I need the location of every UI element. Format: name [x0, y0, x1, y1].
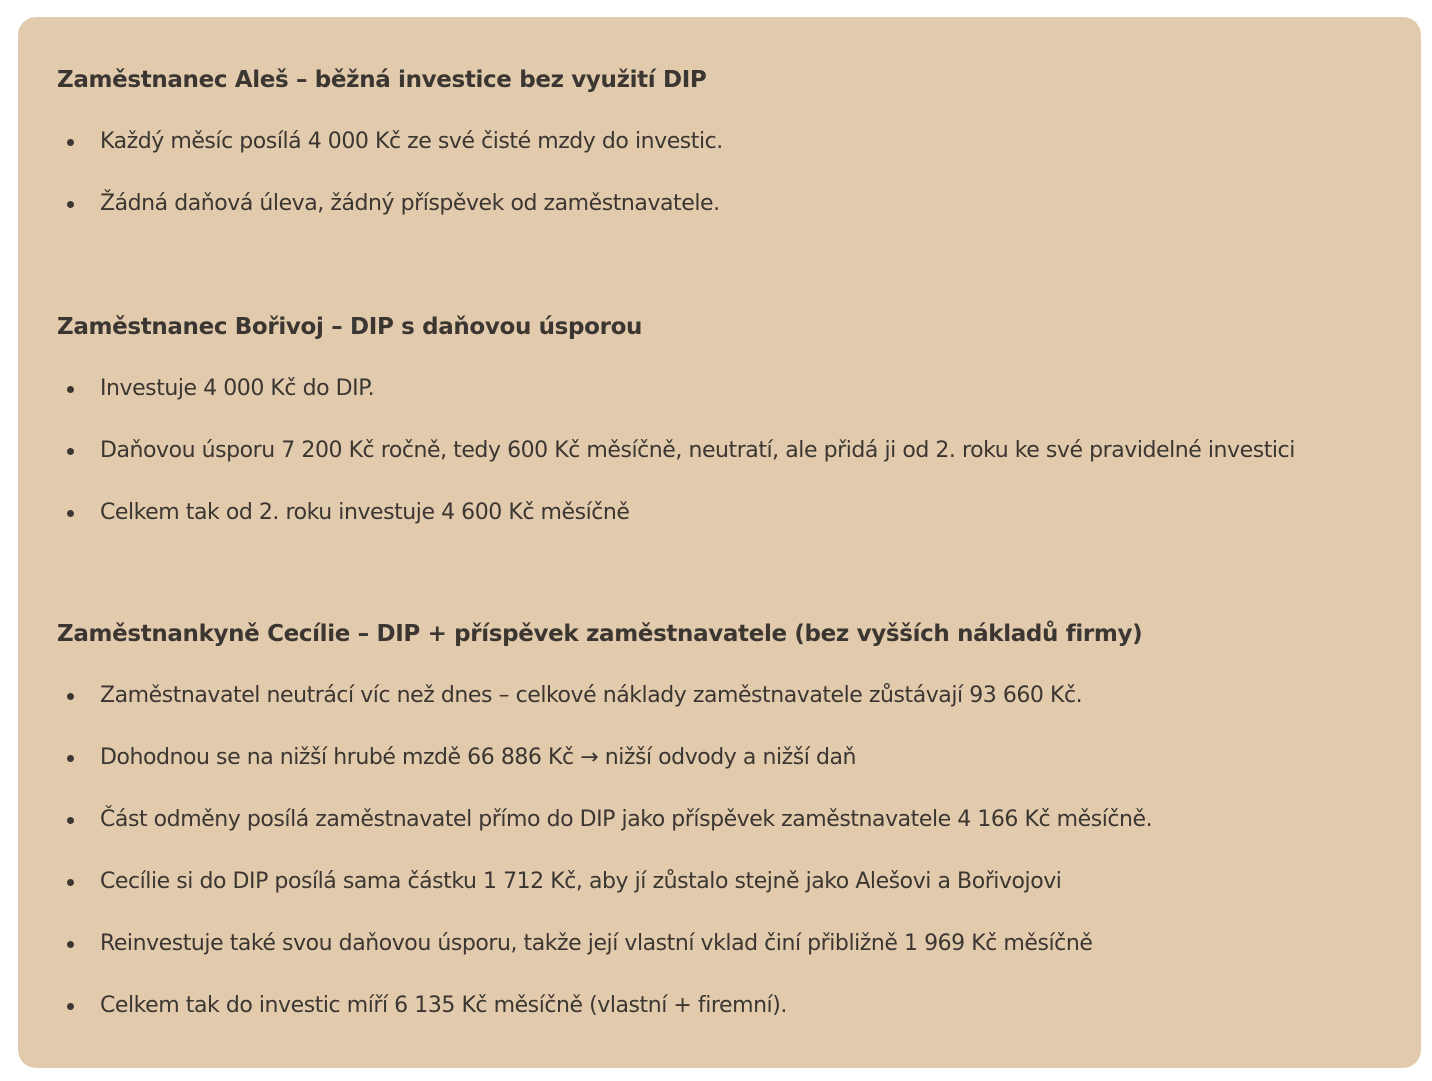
list-item — [57, 374, 1401, 404]
list-item — [57, 127, 1401, 157]
list-item-text: Reinvestuje také svou daňovou úsporu, takže její vlastní vklad činí přibližně 1 969 Kč měsíčně — [100, 931, 1093, 956]
bullet-icon — [67, 1003, 74, 1010]
list-item — [57, 867, 1401, 897]
list-item — [57, 805, 1401, 835]
list-item-text: Část odměny posílá zaměstnavatel přímo do DIP jako příspěvek zaměstnavatele 4 166 Kč měsíčně. — [100, 807, 1153, 832]
list-item — [57, 498, 1401, 528]
bullet-list — [57, 127, 1401, 219]
list-item — [57, 991, 1401, 1021]
section-ales — [57, 65, 1401, 219]
bullet-icon — [67, 201, 74, 208]
section-heading: Zaměstnankyně Cecílie – DIP + příspěvek zaměstnavatele (bez vyšších nákladů firmy) — [57, 621, 1143, 647]
list-item-text: Cecílie si do DIP posílá sama částku 1 712 Kč, aby jí zůstalo stejně jako Alešovi a Bořivojovi — [100, 869, 1062, 894]
bullet-icon — [67, 386, 74, 393]
bullet-list — [57, 681, 1401, 1021]
list-item-text: Investuje 4 000 Kč do DIP. — [100, 376, 375, 401]
list-item-text: Zaměstnavatel neutrácí víc než dnes – celkové náklady zaměstnavatele zůstávají 93 660 Kč. — [100, 683, 1083, 708]
list-item-text: Celkem tak do investic míří 6 135 Kč měsíčně (vlastní + firemní). — [100, 993, 787, 1018]
list-item-text: Celkem tak od 2. roku investuje 4 600 Kč měsíčně — [100, 500, 630, 525]
bullet-list — [57, 374, 1401, 528]
bullet-icon — [67, 755, 74, 762]
list-item — [57, 189, 1401, 219]
list-item-text: Každý měsíc posílá 4 000 Kč ze své čisté mzdy do investic. — [100, 129, 723, 154]
bullet-icon — [67, 693, 74, 700]
bullet-icon — [67, 139, 74, 146]
list-item — [57, 929, 1401, 959]
list-item — [57, 743, 1401, 773]
bullet-icon — [67, 448, 74, 455]
section-cecilie — [57, 619, 1401, 1021]
bullet-icon — [67, 817, 74, 824]
list-item-text: Daňovou úsporu 7 200 Kč ročně, tedy 600 Kč měsíčně, neutratí, ale přidá ji od 2. roku ke své pravidelné investici — [100, 438, 1295, 463]
info-card — [18, 17, 1421, 1068]
section-heading: Zaměstnanec Bořivoj – DIP s daňovou úsporou — [57, 314, 643, 340]
list-item — [57, 681, 1401, 711]
bullet-icon — [67, 941, 74, 948]
bullet-icon — [67, 510, 74, 517]
list-item — [57, 436, 1401, 466]
list-item-text: Dohodnou se na nižší hrubé mzdě 66 886 Kč → nižší odvody a nižší daň — [100, 745, 856, 770]
section-heading: Zaměstnanec Aleš – běžná investice bez využití DIP — [57, 67, 707, 93]
bullet-icon — [67, 879, 74, 886]
section-borivoj — [57, 312, 1401, 528]
list-item-text: Žádná daňová úleva, žádný příspěvek od zaměstnavatele. — [100, 191, 720, 216]
